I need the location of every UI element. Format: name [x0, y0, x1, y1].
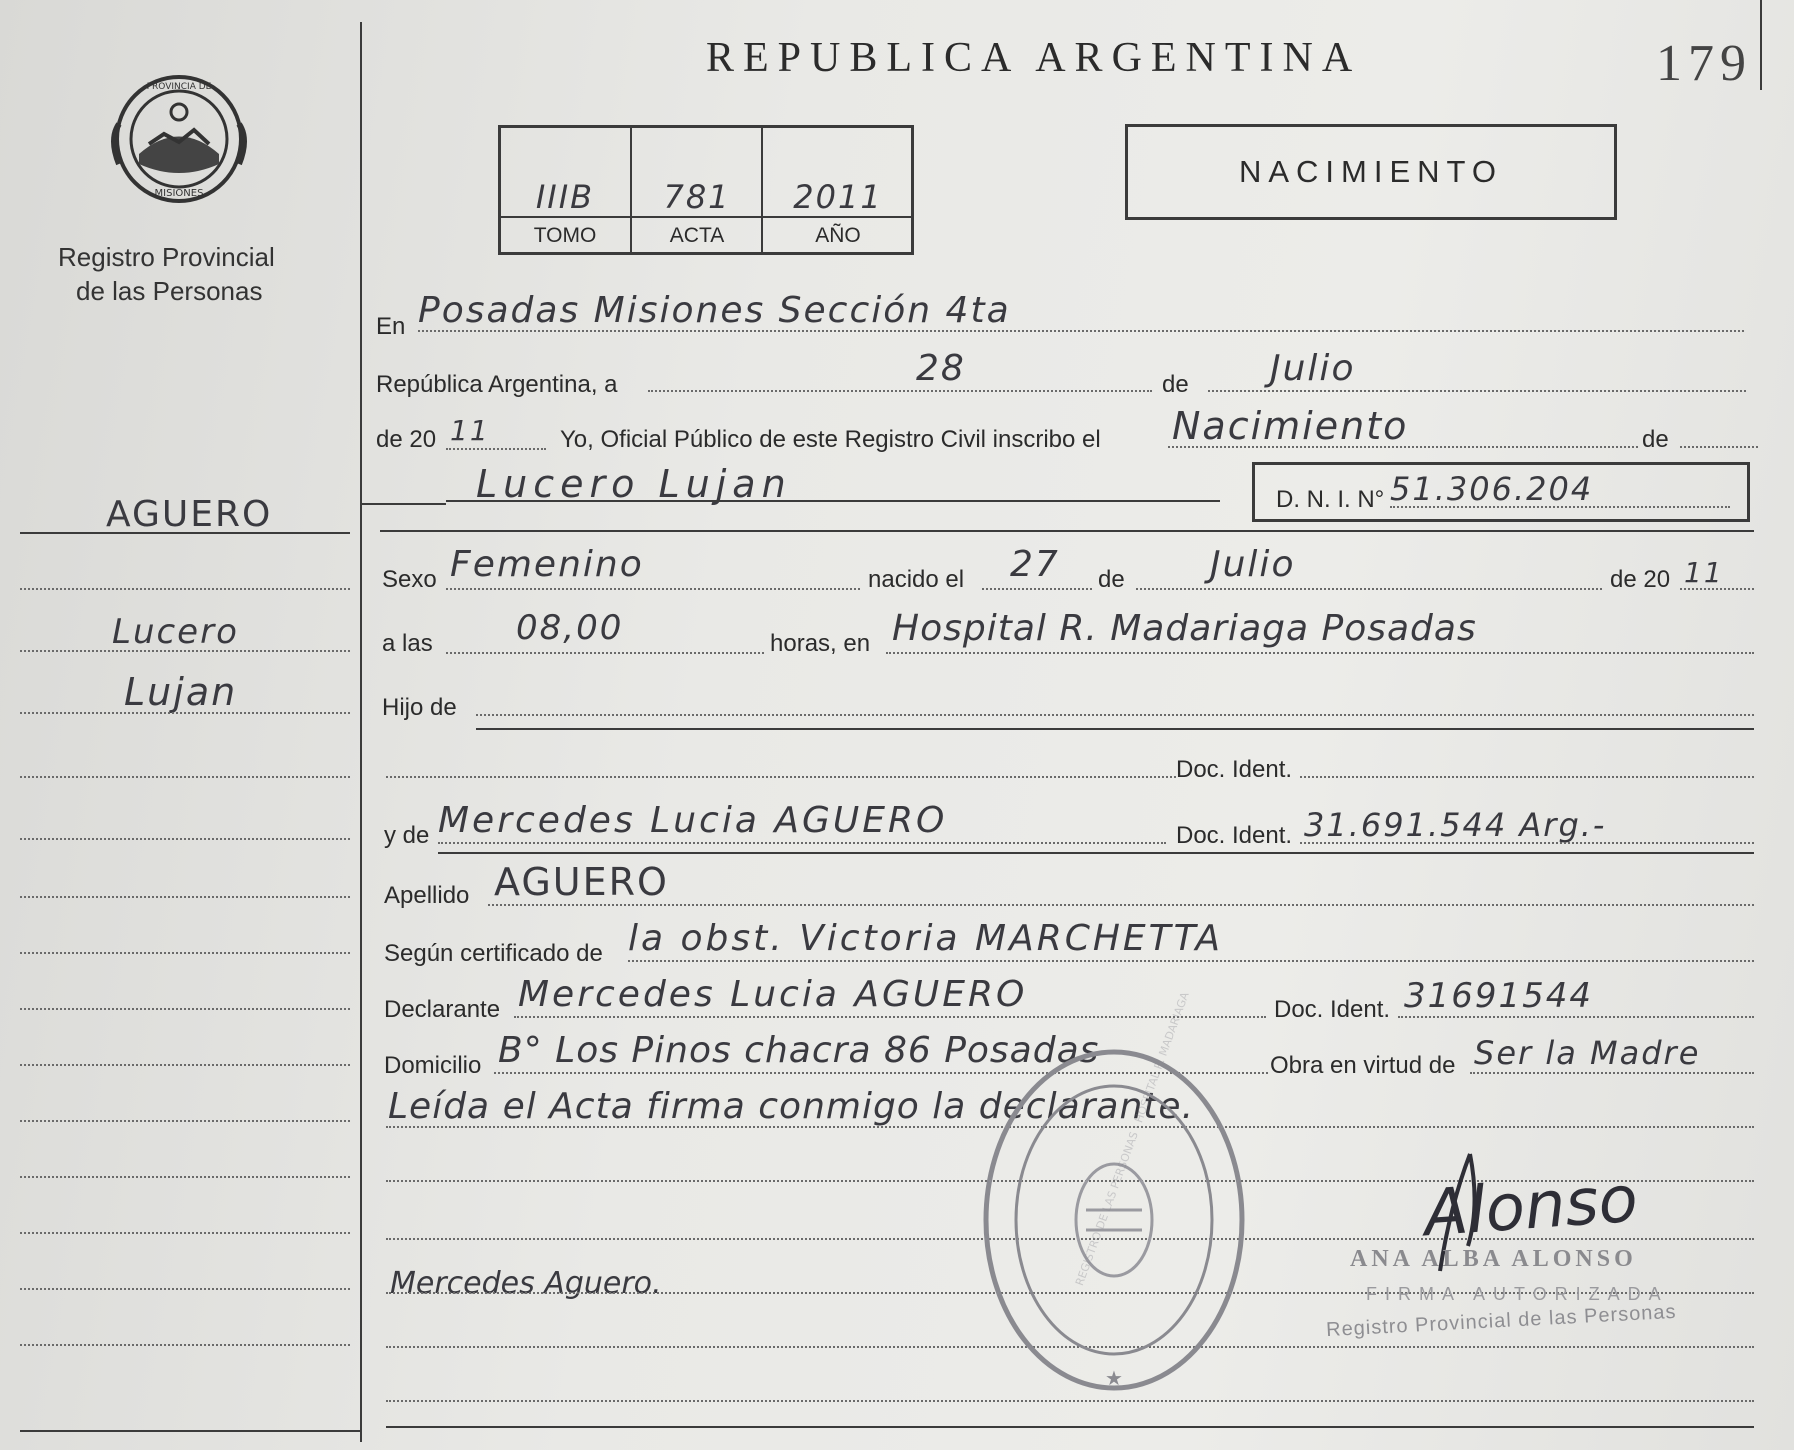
margin-name1: Lucero — [112, 612, 239, 652]
blank-line-4 — [386, 1400, 1754, 1402]
birth-month-line — [1136, 588, 1602, 590]
margin-bottom-rule — [20, 1430, 360, 1432]
certificate-value: la obst. Victoria MARCHETTA — [628, 918, 1223, 959]
margin-line-11 — [20, 1176, 350, 1178]
dni-value: 51.306.204 — [1390, 470, 1594, 508]
margin-surname: AGUERO — [106, 494, 273, 535]
inscribe-line — [1168, 446, 1638, 448]
margin-line-5 — [20, 838, 350, 840]
apellido-value: AGUERO — [494, 860, 669, 904]
margin-line-4 — [20, 776, 350, 778]
registry-line1: Registro Provincial — [58, 242, 275, 272]
a-las-label: a las — [382, 630, 433, 657]
apellido-line — [488, 904, 1754, 906]
acta-label: ACTA — [669, 224, 725, 247]
margin-line-6 — [20, 896, 350, 898]
domicilio-label: Domicilio — [384, 1052, 482, 1079]
officer-stamp-name: ANA ALBA ALONSO — [1350, 1246, 1637, 1272]
segun-label: Según certificado de — [384, 940, 603, 967]
declarante-doc-line — [1398, 1016, 1754, 1018]
y-de-label: y de — [384, 822, 430, 849]
declarante-label: Declarante — [384, 996, 501, 1023]
place-value: Posadas Misiones Sección 4ta — [418, 290, 1011, 331]
sexo-value: Femenino — [450, 544, 644, 585]
sexo-label: Sexo — [382, 566, 437, 593]
father-line — [386, 776, 1176, 778]
margin-line-1 — [20, 588, 350, 590]
anio-value: 2011 — [793, 178, 883, 216]
round-stamp-text: REGISTRO DE LAS PERSONAS · HOSPITAL R. MADARIAGA — [1072, 990, 1192, 1288]
margin-line-8 — [20, 1008, 350, 1010]
mother-doc: 31.691.544 Arg.- — [1304, 806, 1607, 844]
officer-signature: Alonso — [1421, 1162, 1641, 1252]
apellido-label: Apellido — [384, 882, 470, 909]
page-number: 179 — [1656, 35, 1752, 92]
margin-line-2 — [20, 650, 350, 652]
margin-line-13 — [20, 1288, 350, 1290]
doc-ident-label-3: Doc. Ident. — [1274, 996, 1391, 1023]
day-line — [648, 390, 1152, 392]
act-type-label: NACIMIENTO — [1238, 154, 1504, 189]
officer-stamp-registry: Registro Provincial de las Personas — [1325, 1300, 1678, 1342]
hijo-label: Hijo de — [382, 694, 457, 721]
mother-signature: Mercedes Aguero. — [390, 1266, 662, 1301]
birth-year-suffix: 11 — [1684, 556, 1724, 589]
birth-de-label: de — [1098, 566, 1125, 593]
doc-ident-label-1: Doc. Ident. — [1176, 756, 1293, 783]
nacido-label: nacido el — [868, 566, 965, 593]
month-value: Julio — [1270, 348, 1356, 389]
right-edge-line — [1760, 0, 1762, 90]
anio-label: AÑO — [815, 224, 861, 247]
yo-text: Yo, Oficial Público de este Registro Civil inscribo el — [560, 426, 1101, 453]
republica-label: República Argentina, a — [376, 371, 618, 398]
year-line — [446, 448, 546, 450]
margin-line-10 — [20, 1120, 350, 1122]
birth-place-line — [886, 652, 1754, 654]
tomo-value: IIIB — [535, 178, 595, 216]
dni-label: D. N. I. N° — [1276, 486, 1385, 513]
margin-line-7 — [20, 952, 350, 954]
child-name-lead — [360, 503, 446, 505]
registry-line2: de las Personas — [76, 276, 263, 306]
sexo-line — [446, 588, 860, 590]
month-de-label: de — [1162, 371, 1189, 398]
tomo-label: TOMO — [533, 224, 597, 247]
father-doc-line — [1300, 776, 1754, 778]
child-name-line — [446, 500, 1220, 502]
margin-line-12 — [20, 1232, 350, 1234]
provincial-seal — [104, 64, 254, 214]
bottom-rule — [386, 1426, 1754, 1428]
birth-day: 27 — [1010, 544, 1060, 585]
en-label: En — [376, 313, 406, 340]
margin-name2: Lujan — [124, 670, 238, 714]
officer-stamp-title: FIRMA AUTORIZADA — [1366, 1284, 1669, 1304]
month-line — [1208, 390, 1746, 392]
inscribe-de-label: de — [1642, 426, 1669, 453]
birth-month: Julio — [1210, 544, 1296, 585]
day-value: 28 — [916, 348, 966, 389]
leida-text: Leída el Acta firma conmigo la declarante. — [388, 1086, 1195, 1127]
margin-line-9 — [20, 1064, 350, 1066]
seal-bottom-text: MISIONES — [154, 188, 204, 199]
obra-line — [1470, 1072, 1754, 1074]
birth-year-line — [1680, 588, 1754, 590]
doc-ident-label-2: Doc. Ident. — [1176, 822, 1293, 849]
obra-label: Obra en virtud de — [1270, 1052, 1456, 1079]
inscribe-de-line — [1680, 446, 1758, 448]
mother-doc-line — [1300, 842, 1754, 844]
domicilio-value: B° Los Pinos chacra 86 Posadas — [498, 1030, 1100, 1071]
declarante-doc: 31691544 — [1404, 976, 1594, 1016]
obra-value: Ser la Madre — [1474, 1034, 1701, 1072]
hour-value: 08,00 — [516, 608, 624, 648]
declarante-value: Mercedes Lucia AGUERO — [518, 974, 1028, 1015]
birth-year-prefix: de 20 — [1610, 566, 1671, 593]
place-line — [418, 330, 1744, 332]
country-title: REPUBLICA ARGENTINA — [706, 35, 1362, 81]
year-suffix: 11 — [450, 414, 490, 447]
child-name: Lucero Lujan — [476, 462, 792, 506]
dni-line — [1390, 506, 1730, 508]
svg-text:★: ★ — [1105, 1366, 1123, 1390]
declarante-line — [514, 1016, 1266, 1018]
mother-line — [438, 842, 1166, 844]
year-prefix: de 20 — [376, 426, 437, 453]
horas-label: horas, en — [770, 630, 871, 657]
birth-place: Hospital R. Madariaga Posadas — [892, 608, 1477, 649]
acta-value: 781 — [663, 178, 731, 216]
birth-day-line — [982, 588, 1092, 590]
margin-divider — [360, 22, 362, 1442]
hour-line — [446, 652, 764, 654]
hijo-line — [476, 714, 1754, 716]
inscribe-type: Nacimiento — [1172, 404, 1409, 448]
certificate-line — [628, 960, 1754, 962]
section-rule-1 — [380, 530, 1754, 532]
record-box-label-rule — [498, 216, 914, 218]
mother-rule — [438, 852, 1754, 854]
margin-line-3 — [20, 712, 350, 714]
hospital-round-stamp — [976, 990, 1252, 1400]
hijo-rule — [476, 728, 1754, 730]
seal-top-text: PROVINCIA DE — [146, 82, 212, 92]
margin-line-14 — [20, 1344, 350, 1346]
mother-name: Mercedes Lucia AGUERO — [438, 800, 948, 841]
